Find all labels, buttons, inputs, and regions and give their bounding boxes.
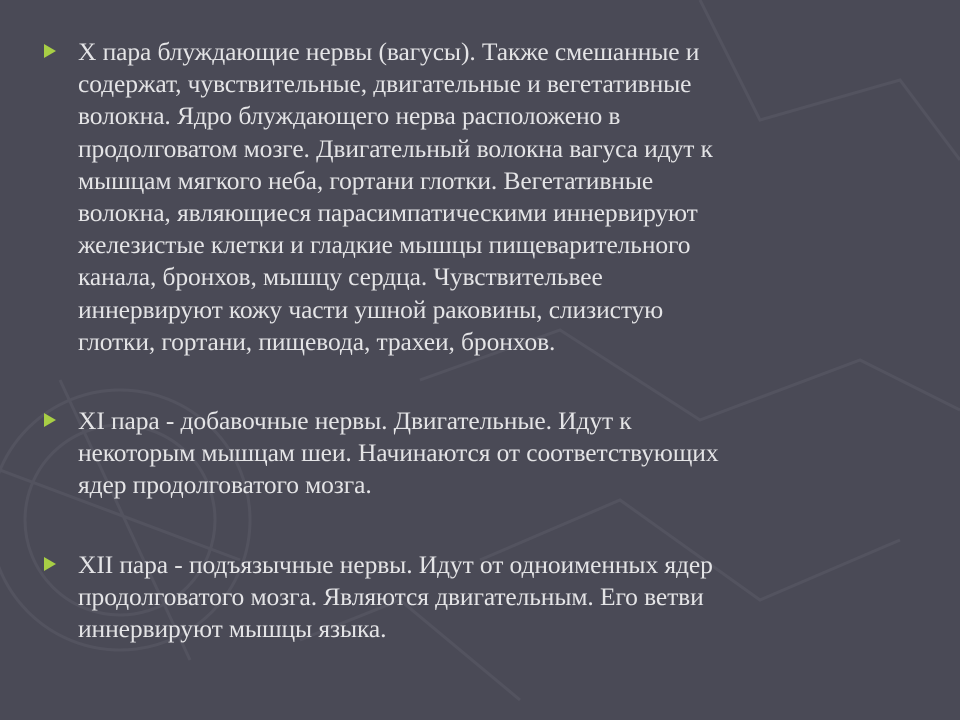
bullet-hypoglossal-nerve xyxy=(44,549,924,646)
text-line: волокна, являющиеся парасимпатическими иннервируют xyxy=(78,198,698,228)
text-line: иннервируют мышцы языка. xyxy=(78,614,387,644)
bullet-text xyxy=(78,405,924,502)
text-line: продолговатом мозге. Двигательный волокна вагуса идут к xyxy=(78,133,713,163)
text-line: XI пара - добавочные нервы. Двигательные. Идут к xyxy=(78,406,632,436)
text-line: X пара блуждающие нервы (вагусы). Также смешанные и xyxy=(78,37,700,66)
text-line: мышцам мягкого неба, гортани глотки. Вегетативные xyxy=(78,165,654,195)
triangle-bullet-icon xyxy=(44,413,56,427)
bullet-vagus-nerve xyxy=(44,36,924,358)
text-line: содержат, чувствительные, двигательные и вегетативные xyxy=(78,69,692,99)
text-line: волокна. Ядро блуждающего нерва расположено в xyxy=(78,101,621,131)
triangle-bullet-icon xyxy=(44,44,56,58)
text-line: XII пара - подъязычные нервы. Идут от одноименных ядер xyxy=(78,549,713,579)
bullet-accessory-nerve xyxy=(44,405,924,502)
text-line: канала, бронхов, мышцу сердца. Чувствительвее xyxy=(78,262,603,292)
text-line: глотки, гортани, пищевода, трахеи, бронхов. xyxy=(78,326,556,356)
text-line: железистые клетки и гладкие мышцы пищеварительного xyxy=(78,230,691,260)
bullet-text xyxy=(78,36,924,358)
text-line: ядер продолговатого мозга. xyxy=(78,470,372,500)
bullet-list xyxy=(44,36,924,645)
text-line: продолговатого мозга. Являются двигательным. Его ветви xyxy=(78,581,704,611)
bullet-text xyxy=(78,549,924,646)
text-line: некоторым мышцам шеи. Начинаются от соответствующих xyxy=(78,438,719,468)
text-line: иннервируют кожу части ушной раковины, слизистую xyxy=(78,294,664,324)
triangle-bullet-icon xyxy=(44,557,56,571)
